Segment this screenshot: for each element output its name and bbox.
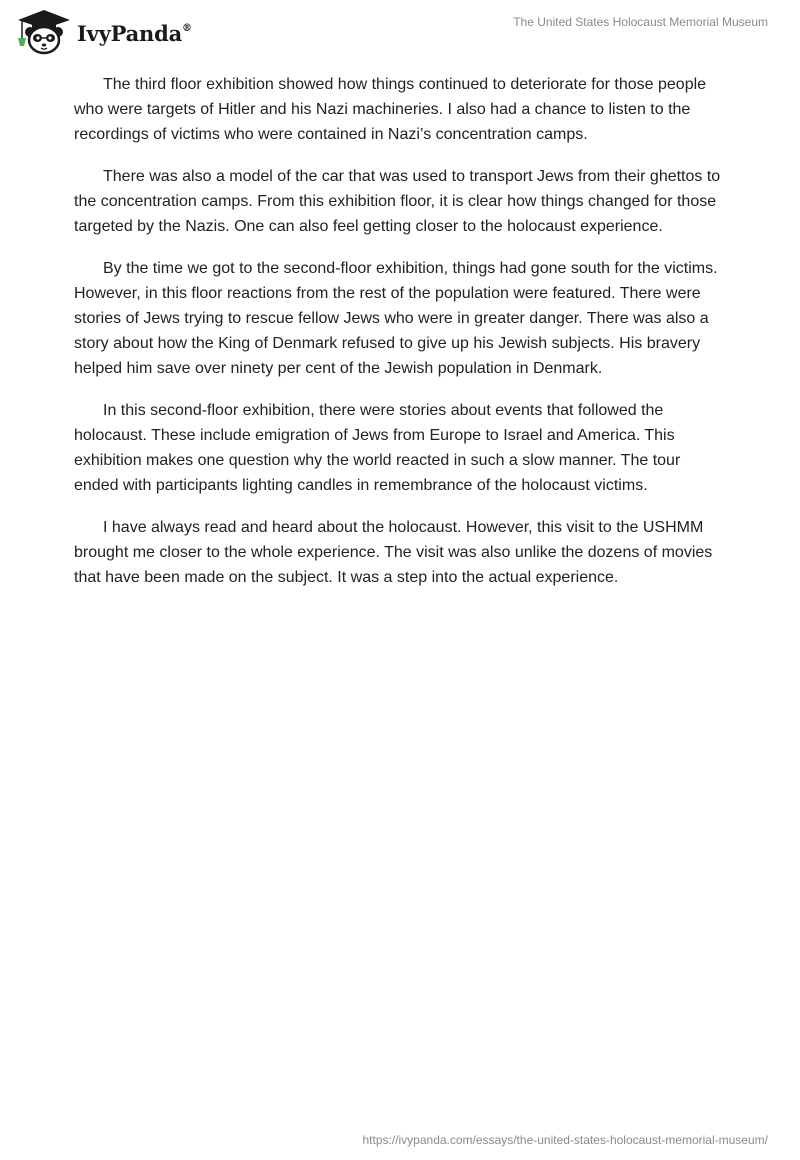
source-url-link[interactable]: https://ivypanda.com/essays/the-united-states-holocaust-memorial-museum/ (362, 1133, 768, 1147)
registered-mark: ® (182, 22, 192, 34)
ivypanda-logo[interactable] (14, 8, 192, 56)
paragraph: There was also a model of the car that was used to transport Jews from their ghettos to the concentration camps. From this exhibition floor, it is clear how things changed for those targeted by the Nazis. One can also feel getting closer to the holocaust experience. (74, 168, 721, 235)
paragraph: In this second-floor exhibition, there were stories about events that followed the holocaust. These include emigration of Jews from Europe to Israel and America. This exhibition makes one question why the world reacted in such a slow manner. The tour ended with participants lighting candles in remembrance of the holocaust victims. (74, 402, 681, 494)
paragraph: The third floor exhibition showed how things continued to deteriorate for those people who were targets of Hitler and his Nazi machineries. I also had a chance to listen to the recordings of victims who were contained in Nazi’s concentration camps. (74, 76, 707, 143)
panda-graduate-icon (14, 8, 74, 56)
page-header (0, 0, 800, 60)
paragraph: I have always read and heard about the holocaust. However, this visit to the USHMM brought me closer to the whole experience. The visit was also unlike the dozens of movies that have been made on the subject. It was a step into the actual experience. (74, 519, 713, 586)
essay-body (74, 72, 726, 607)
paragraph: By the time we got to the second-floor exhibition, things had gone south for the victims. However, in this floor reactions from the rest of the population were featured. There were stories of Jews trying to rescue fellow Jews who were in greater danger. There was also a story about how the King of Denmark refused to give up his Jewish subjects. His bravery helped him save over ninety per cent of the Jewish population in Denmark. (74, 260, 718, 377)
document-title: The United States Holocaust Memorial Museum (513, 15, 768, 29)
logo-wordmark: IvyPanda® (77, 20, 192, 46)
